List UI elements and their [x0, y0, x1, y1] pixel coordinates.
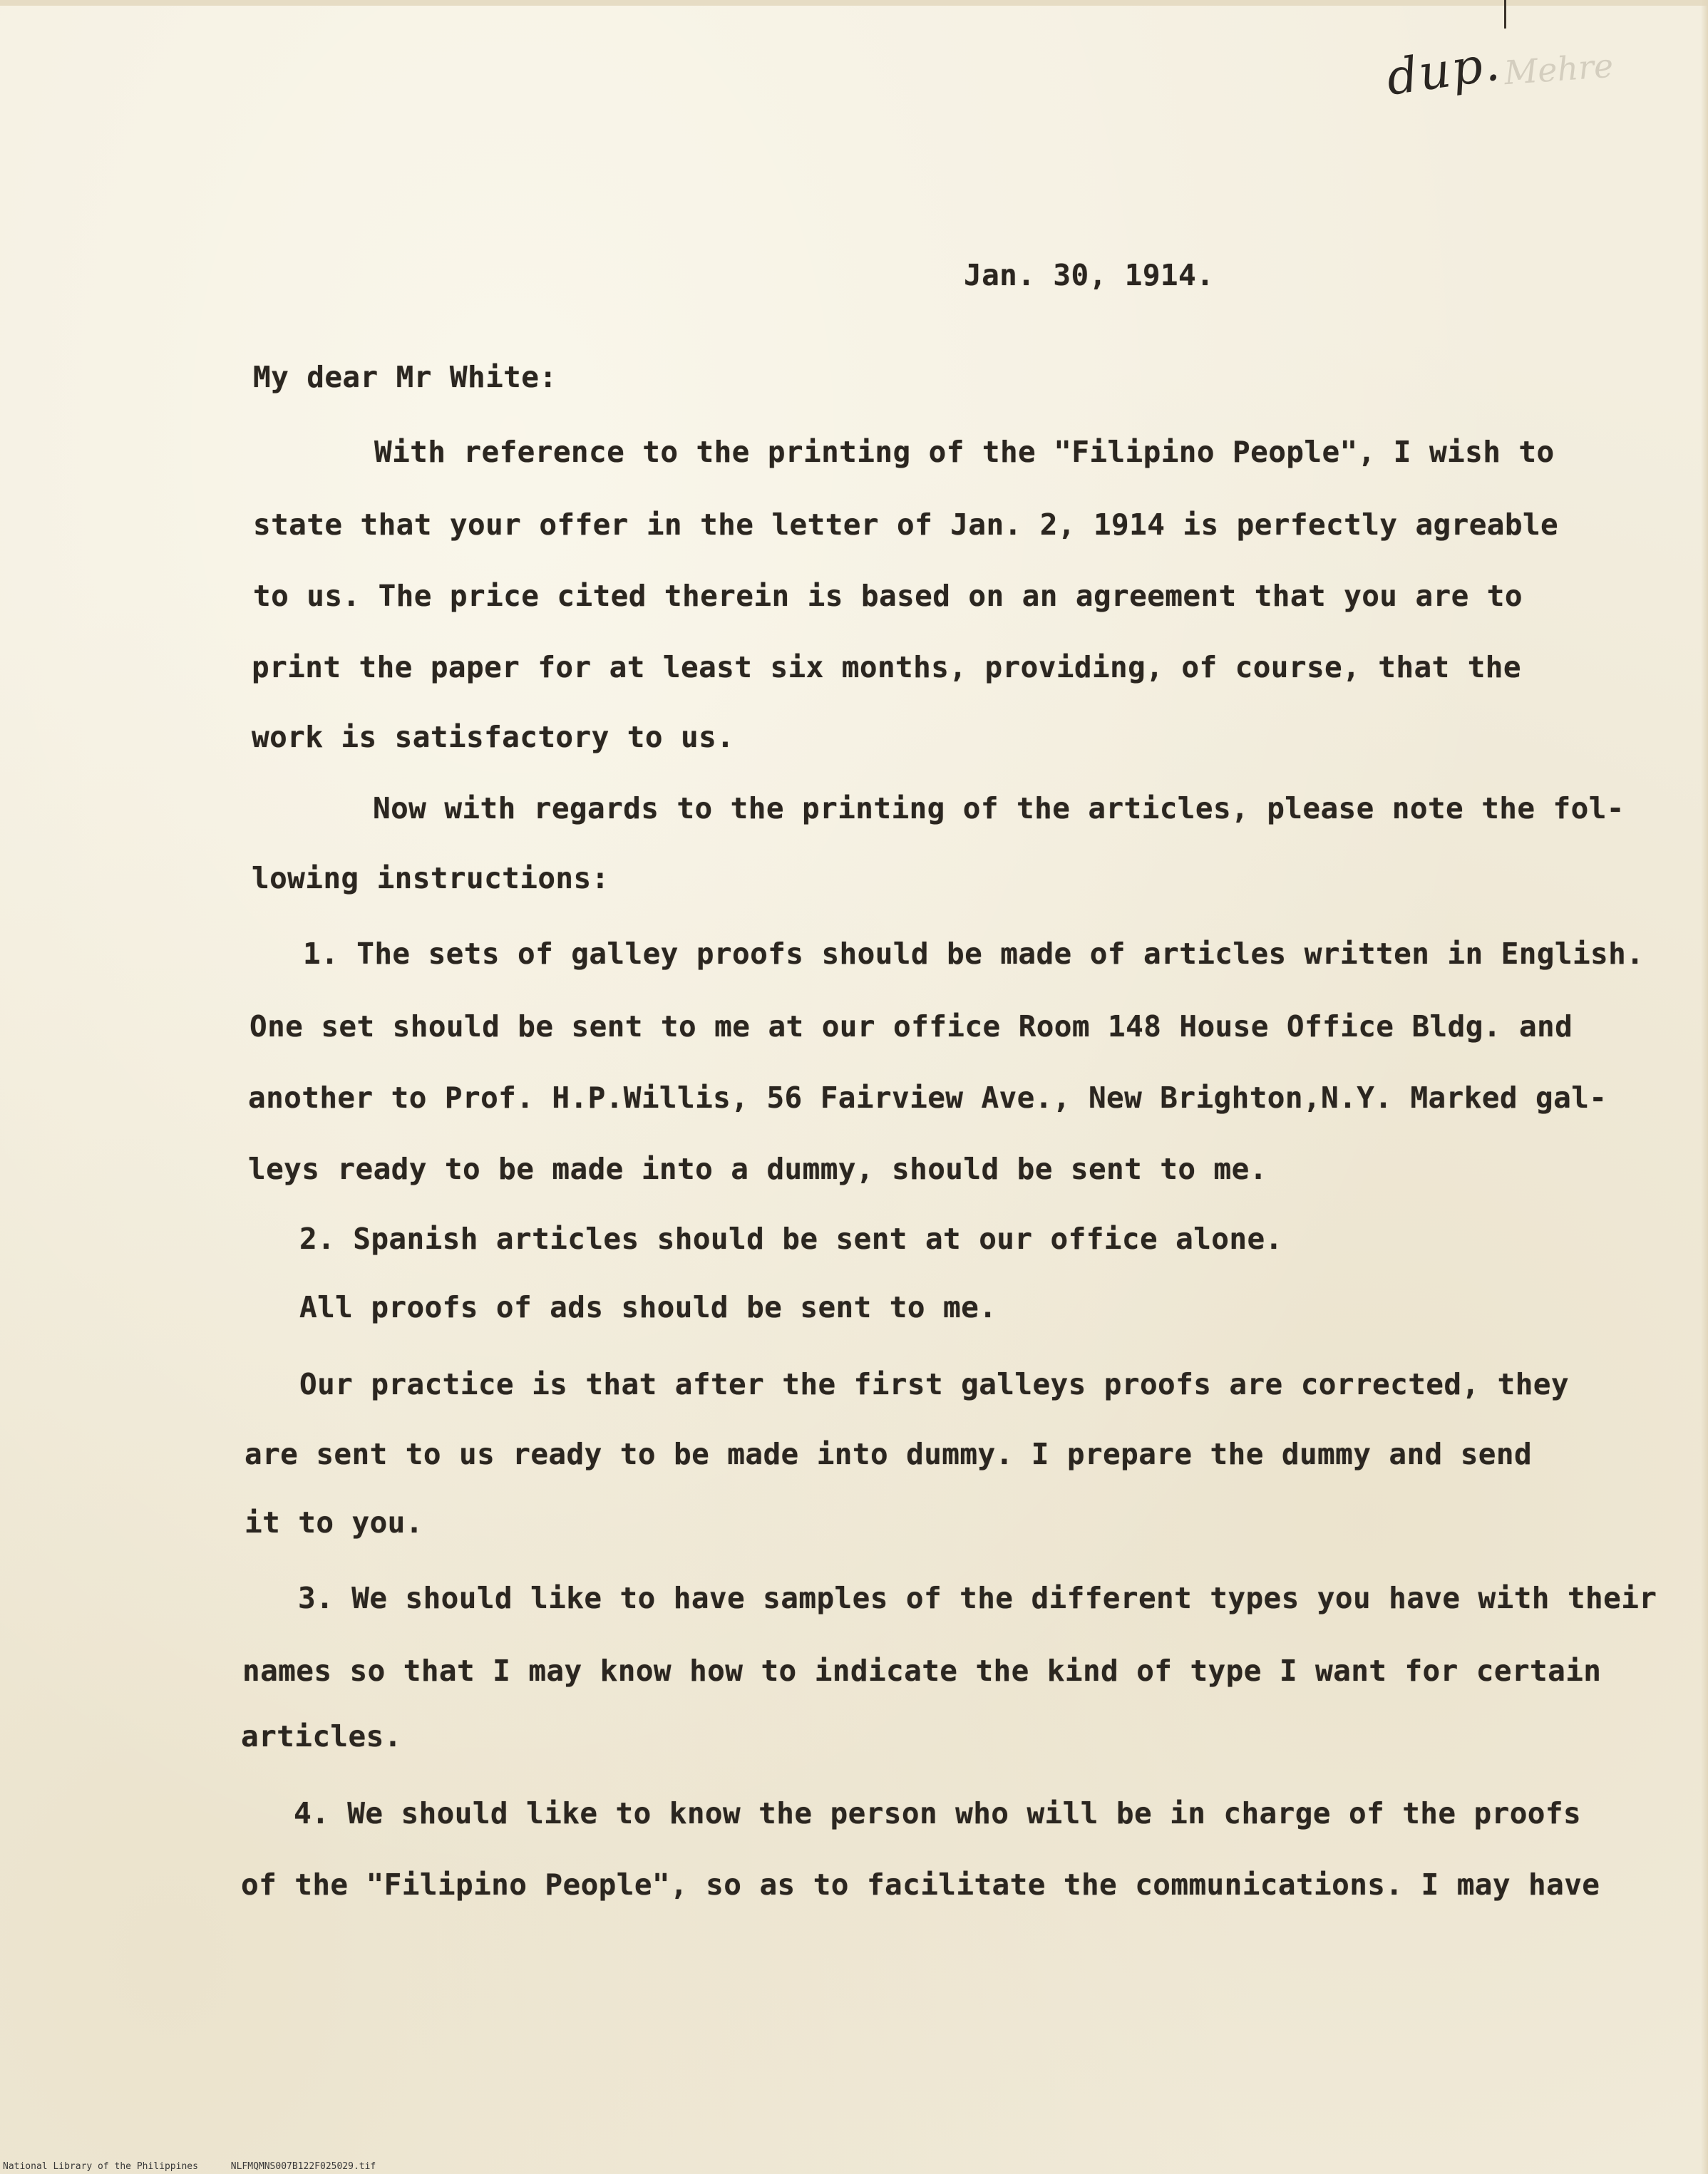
body-line: another to Prof. H.P.Willis, 56 Fairview Ave., New Brighton,N.Y. Marked gal-	[248, 1081, 1607, 1115]
letter-date: Jan. 30, 1914.	[964, 258, 1215, 292]
body-line: state that your offer in the letter of Jan. 2, 1914 is perfectly agreable	[253, 508, 1559, 542]
body-line: Now with regards to the printing of the articles, please note the fol-	[373, 791, 1625, 825]
footer-filename: NLFMQMNS007B122F025029.tif	[230, 2161, 376, 2172]
page-edge-right	[1701, 0, 1708, 2174]
body-line: leys ready to be made into a dummy, should be sent to me.	[248, 1152, 1267, 1186]
body-line: With reference to the printing of the "Filipino People", I wish to	[374, 435, 1555, 469]
body-line: articles.	[241, 1719, 402, 1753]
page-edge-top	[0, 0, 1708, 6]
body-line: One set should be sent to me at our office Room 148 House Office Bldg. and	[249, 1009, 1573, 1044]
faint-handwritten-annotation: Mehre	[1503, 46, 1615, 93]
list-item-2: 2. Spanish articles should be sent at our office alone.	[299, 1222, 1283, 1256]
body-line: lowing instructions:	[252, 861, 609, 895]
list-item-4: 4. We should like to know the person who will be in charge of the proofs	[294, 1796, 1582, 1830]
body-line: work is satisfactory to us.	[252, 720, 735, 754]
body-line: of the "Filipino People", so as to facilitate the communications. I may have	[241, 1868, 1600, 1902]
handwritten-annotation: dup.	[1383, 35, 1505, 107]
body-line: Our practice is that after the first galleys proofs are corrected, they	[299, 1367, 1569, 1401]
body-line: it to you.	[245, 1505, 423, 1540]
body-line: All proofs of ads should be sent to me.	[299, 1290, 997, 1324]
body-line: names so that I may know how to indicate the kind of type I want for certain	[242, 1654, 1602, 1688]
list-item-1: 1. The sets of galley proofs should be made of articles written in English.	[303, 937, 1645, 971]
body-line: are sent to us ready to be made into dummy. I prepare the dummy and send	[245, 1437, 1533, 1471]
body-line: print the paper for at least six months, providing, of course, that the	[252, 650, 1521, 684]
salutation: My dear Mr White:	[253, 360, 557, 394]
list-item-3: 3. We should like to have samples of the different types you have with their	[298, 1581, 1657, 1615]
scan-footer	[3, 2161, 403, 2172]
footer-library: National Library of the Philippines	[3, 2161, 198, 2172]
body-line: to us. The price cited therein is based on an agreement that you are to	[253, 579, 1523, 613]
pencil-mark	[1504, 0, 1506, 29]
